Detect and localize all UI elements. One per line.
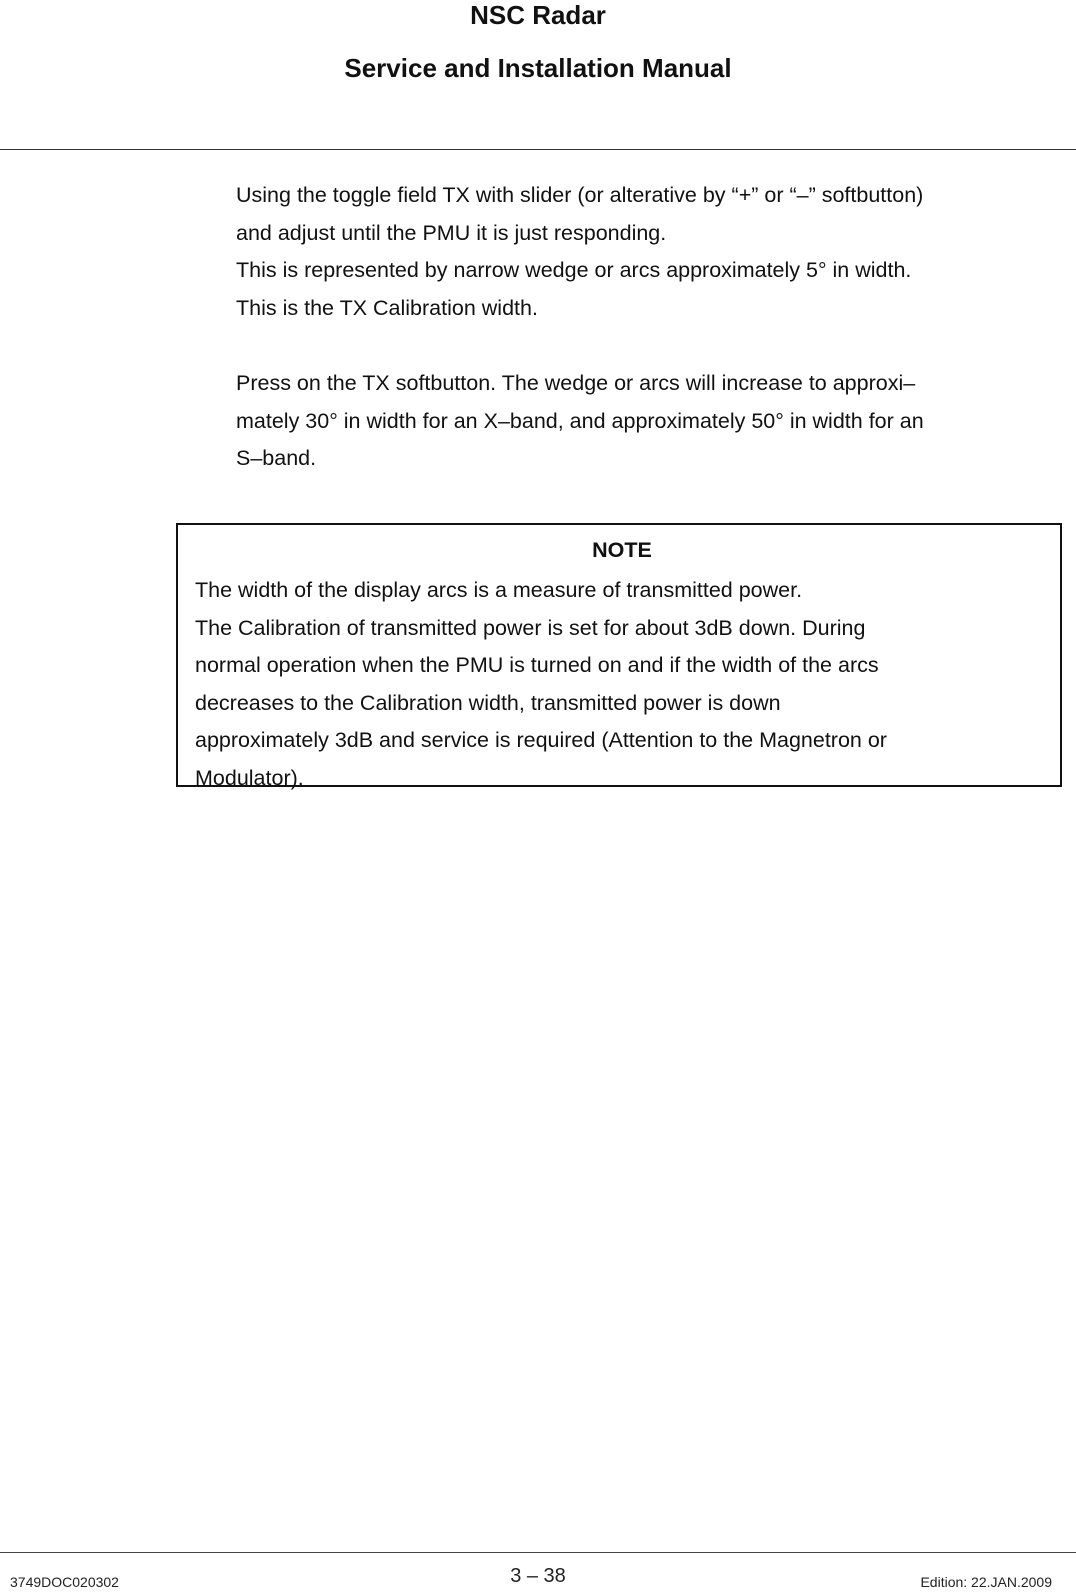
manual-title: NSC Radar [470, 0, 606, 30]
footer-divider [0, 1552, 1076, 1553]
paragraph-line: and adjust until the PMU it is just responding. [236, 220, 667, 245]
note-title: NOTE [592, 538, 652, 562]
paragraph-line: Using the toggle field TX with slider (or alterative by “+” or “–” softbutton) [236, 183, 924, 207]
note-line: The width of the display arcs is a measure of transmitted power. [195, 578, 803, 602]
note-line: Modulator). [195, 765, 304, 790]
paragraph-line: This is the TX Calibration width. [236, 295, 538, 320]
note-line: decreases to the Calibration width, transmitted power is down [195, 690, 781, 715]
instruction-paragraph-1 [236, 177, 1056, 327]
note-line: approximately 3dB and service is required (Attention to the Magnetron or [195, 728, 887, 752]
manual-subtitle: Service and Installation Manual [344, 53, 732, 83]
paragraph-line: This is represented by narrow wedge or arcs approximately 5° in width. [236, 258, 912, 282]
paragraph-line: S–band. [236, 446, 317, 470]
instruction-paragraph-2 [236, 365, 1056, 478]
note-body [195, 572, 1055, 797]
document-id: 3749DOC020302 [10, 1574, 119, 1590]
paragraph-line: Press on the TX softbutton. The wedge or arcs will increase to approxi– [236, 371, 916, 395]
note-line: normal operation when the PMU is turned on and if the width of the arcs [195, 653, 879, 677]
paragraph-line: mately 30° in width for an X–band, and approximately 50° in width for an [236, 408, 924, 433]
note-box [176, 523, 1062, 790]
page-number: 3 – 38 [510, 1565, 566, 1587]
note-line: The Calibration of transmitted power is set for about 3dB down. During [195, 615, 866, 640]
edition-date: Edition: 22.JAN.2009 [920, 1574, 1052, 1590]
header-divider [0, 149, 1076, 150]
